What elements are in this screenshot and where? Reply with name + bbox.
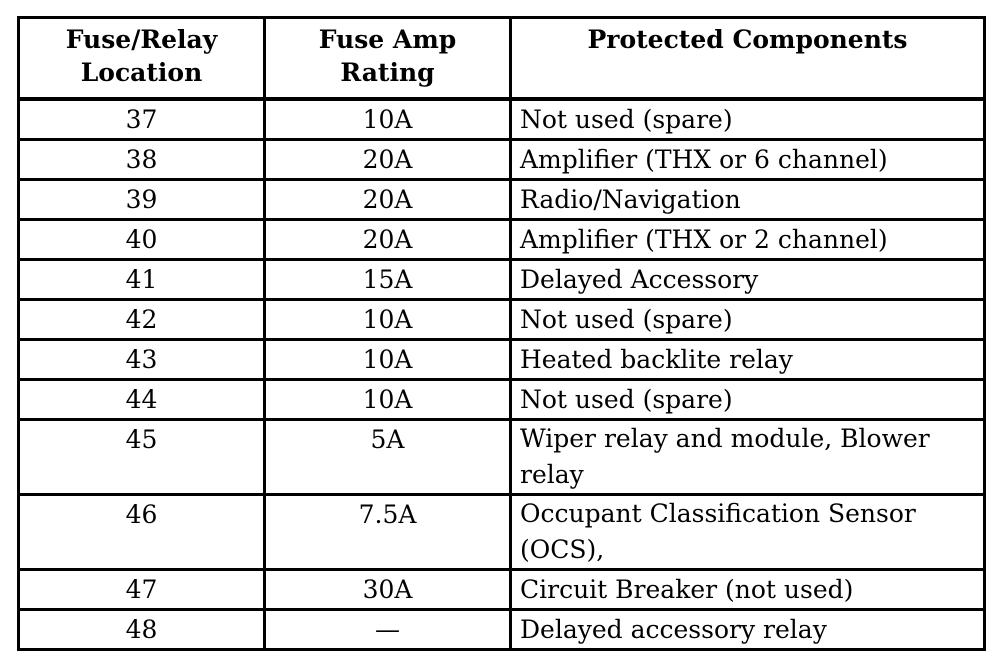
cell-location: 43	[19, 340, 265, 380]
cell-rating: 5A	[265, 420, 511, 495]
cell-location: 41	[19, 260, 265, 300]
cell-rating: 10A	[265, 340, 511, 380]
table-row	[19, 180, 985, 220]
table-header	[19, 18, 985, 100]
cell-components: Delayed Accessory	[511, 260, 985, 300]
cell-components: Amplifier (THX or 6 channel)	[511, 140, 985, 180]
cell-rating: 20A	[265, 220, 511, 260]
cell-rating: 20A	[265, 180, 511, 220]
table-row	[19, 380, 985, 420]
table-row	[19, 420, 985, 495]
table-row	[19, 495, 985, 570]
cell-components: Not used (spare)	[511, 380, 985, 420]
cell-components: Circuit Breaker (not used)	[511, 570, 985, 610]
table-row	[19, 300, 985, 340]
table-row	[19, 610, 985, 650]
cell-components: Amplifier (THX or 2 channel)	[511, 220, 985, 260]
cell-components: Delayed accessory relay	[511, 610, 985, 650]
header-row	[19, 18, 985, 100]
cell-rating: 15A	[265, 260, 511, 300]
cell-rating: 7.5A	[265, 495, 511, 570]
table-row	[19, 140, 985, 180]
cell-components: Occupant Classification Sensor (OCS),	[511, 495, 985, 570]
cell-rating: 30A	[265, 570, 511, 610]
cell-location: 44	[19, 380, 265, 420]
fuse-table	[17, 16, 986, 651]
cell-components: Heated backlite relay	[511, 340, 985, 380]
cell-location: 48	[19, 610, 265, 650]
cell-rating: —	[265, 610, 511, 650]
cell-location: 38	[19, 140, 265, 180]
header-components: Protected Components	[511, 18, 985, 100]
cell-rating: 10A	[265, 99, 511, 140]
cell-location: 45	[19, 420, 265, 495]
cell-components: Wiper relay and module, Blower relay	[511, 420, 985, 495]
cell-components: Not used (spare)	[511, 99, 985, 140]
cell-location: 40	[19, 220, 265, 260]
cell-components: Not used (spare)	[511, 300, 985, 340]
cell-location: 42	[19, 300, 265, 340]
table-body	[19, 99, 985, 650]
header-location: Fuse/Relay Location	[19, 18, 265, 100]
cell-rating: 10A	[265, 380, 511, 420]
table-row	[19, 570, 985, 610]
cell-rating: 10A	[265, 300, 511, 340]
cell-components: Radio/Navigation	[511, 180, 985, 220]
table-row	[19, 340, 985, 380]
cell-location: 47	[19, 570, 265, 610]
table-row	[19, 260, 985, 300]
cell-rating: 20A	[265, 140, 511, 180]
table-row	[19, 99, 985, 140]
table-row	[19, 220, 985, 260]
cell-location: 37	[19, 99, 265, 140]
cell-location: 39	[19, 180, 265, 220]
header-rating: Fuse Amp Rating	[265, 18, 511, 100]
cell-location: 46	[19, 495, 265, 570]
